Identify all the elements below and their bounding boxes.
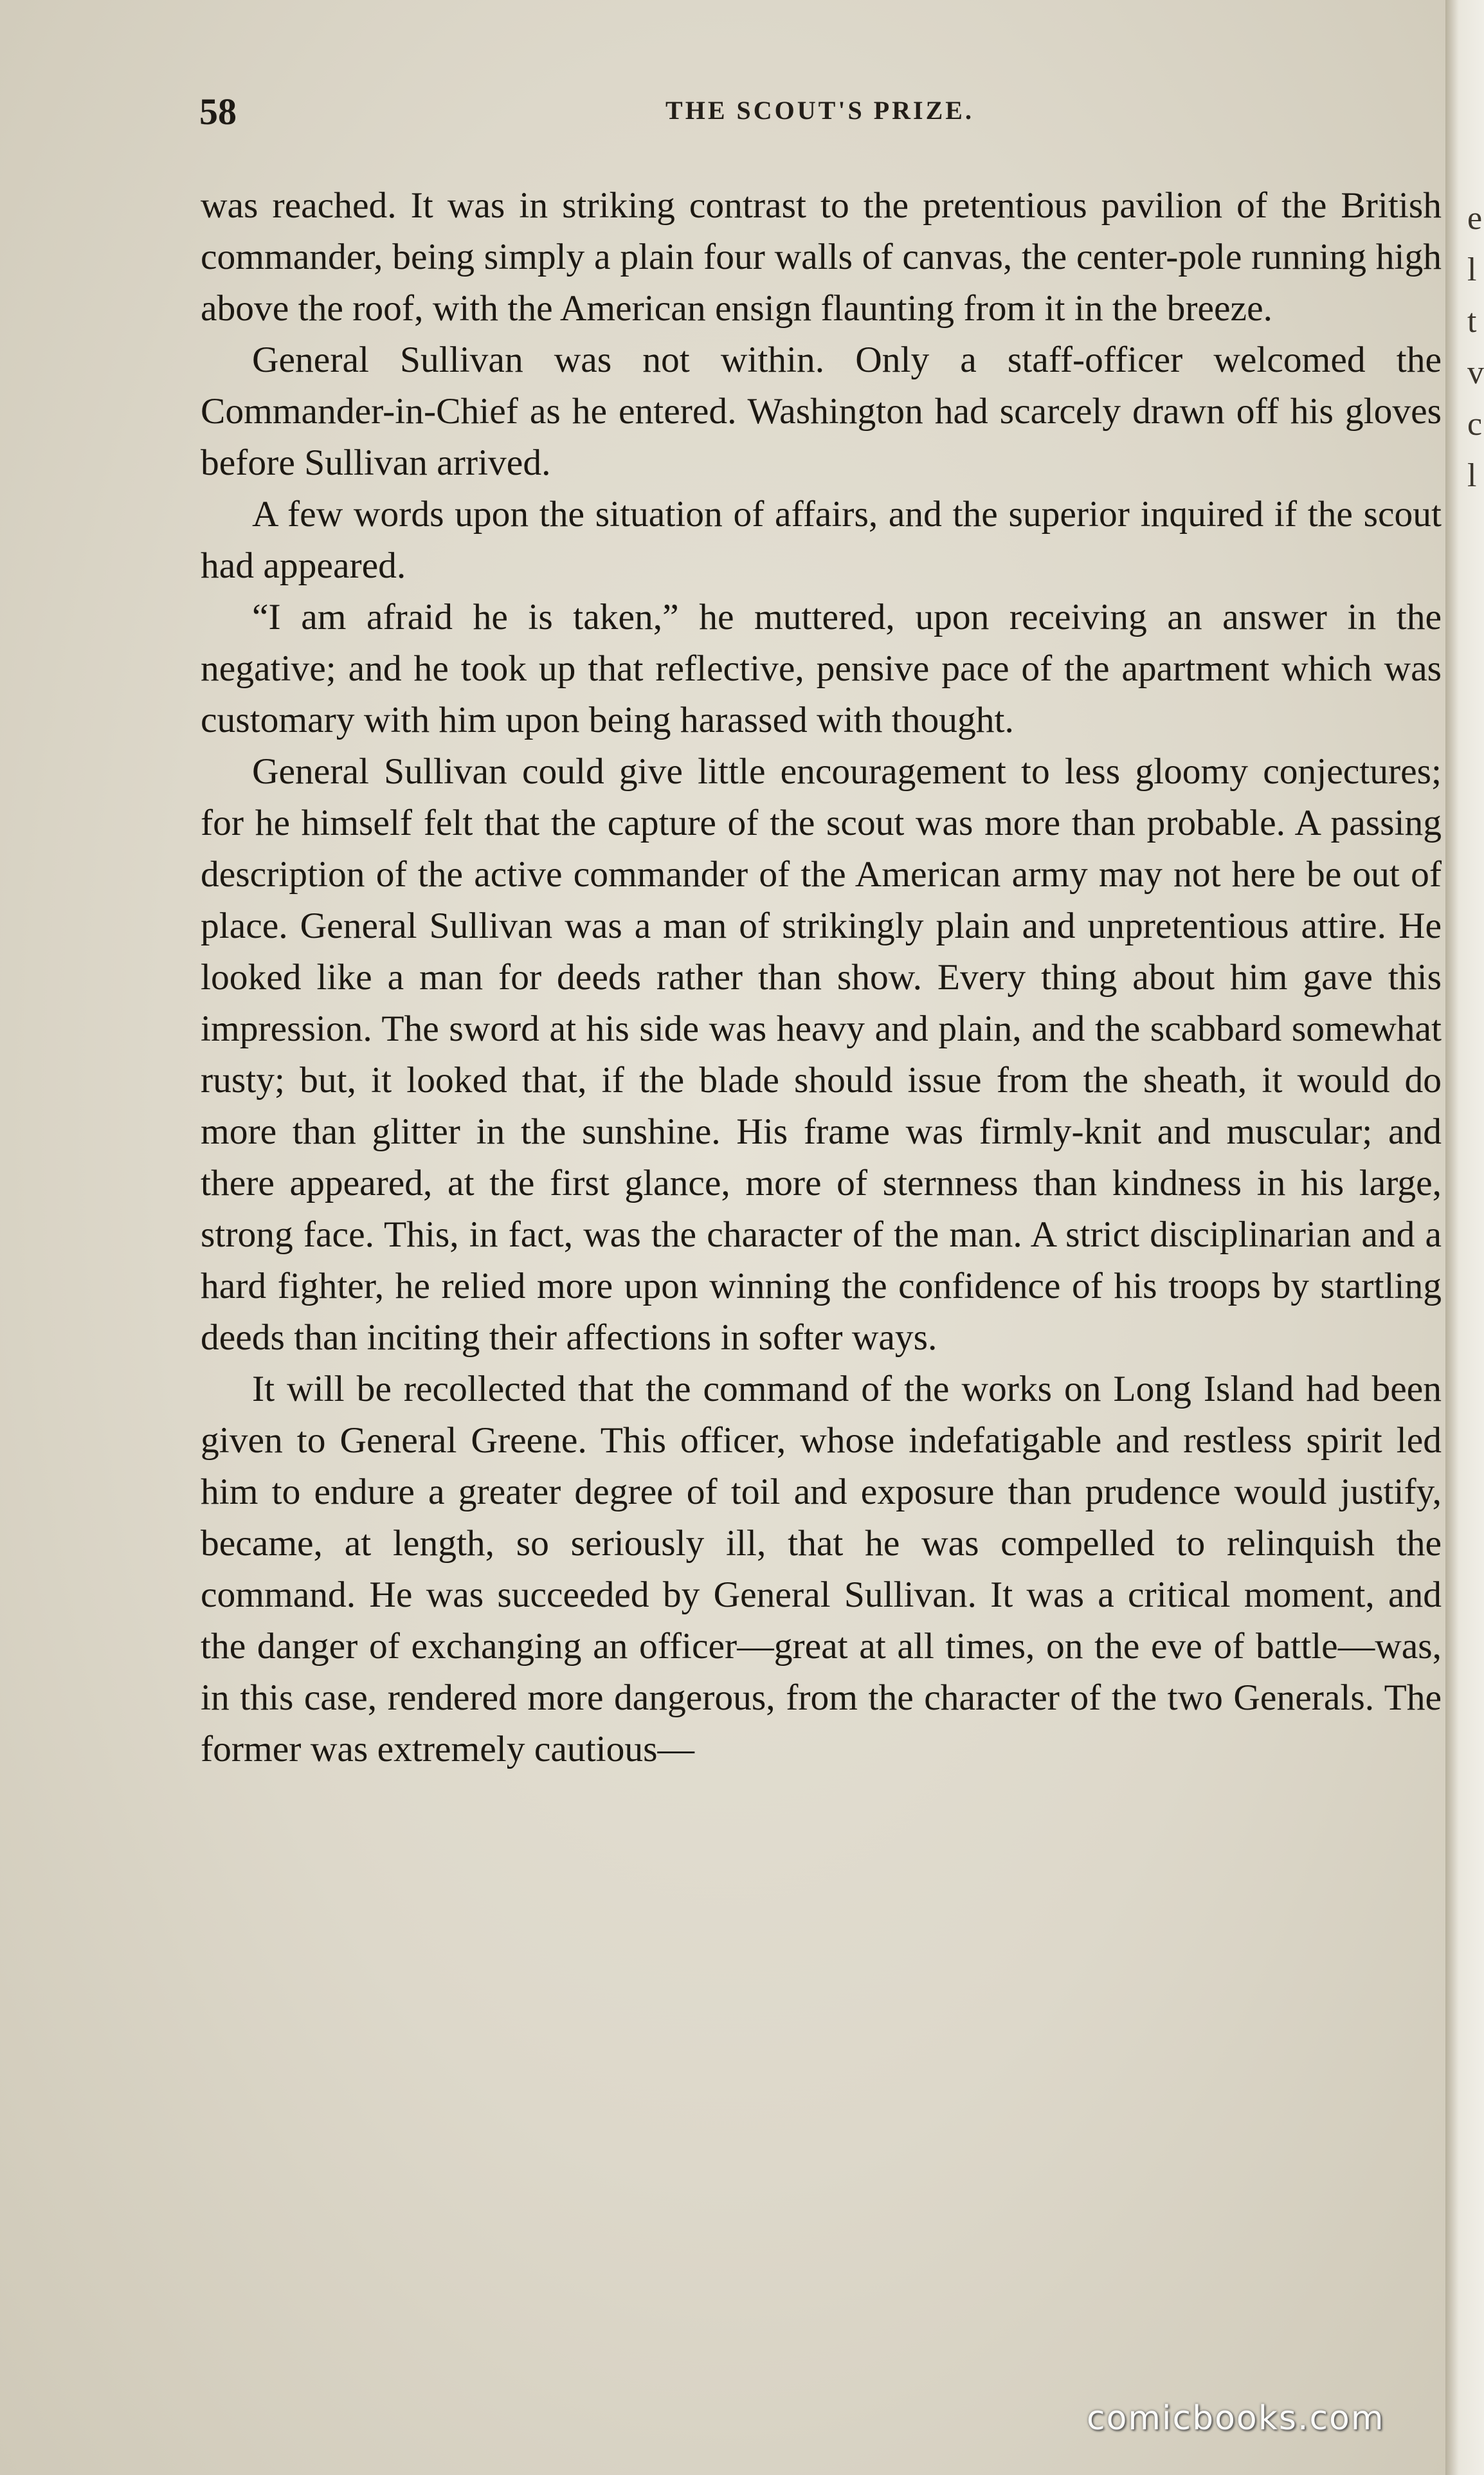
facing-page-letter: l (1467, 457, 1477, 494)
body-text (201, 180, 1442, 1775)
paragraph-6: It will be recollected that the command of the works on Long Island had been given to General Greene. This officer, whose indefatigable and restless spirit led him to endure a greater degree of toil and exposure than prudence would justify, became, at length, so seriously ill, that he was compelled to relinquish the command. He was succeeded by General Sullivan. It was a critical moment, and the danger of exchanging an officer—great at all times, on the eve of battle—was, in this case, rendered more dangerous, from the character of the two Generals. The former was extremely cautious— (201, 1369, 1442, 1769)
paragraph-5: General Sullivan could give little encouragement to less gloomy conjectures; for he himself felt that the capture of the scout was more than probable. A passing description of the active commander of the American army may not here be out of place. General Sullivan was a man of strikingly plain and unpretentious attire. He looked like a man for deeds rather than show. Every thing about him gave this impression. The sword at his side was heavy and plain, and the scabbard somewhat rusty; but, it looked that, if the blade should issue from the sheath, it would do more than glitter in the sunshine. His frame was firmly-knit and muscular; and there appeared, at the first glance, more of sternness than kindness in his large, strong face. This, in fact, was the character of the man. A strict disciplinarian and a hard fighter, he relied more upon winning the confidence of his troops by startling deeds than inciting their affections in softer ways. (201, 751, 1442, 1358)
running-title: THE SCOUT'S PRIZE. (665, 96, 974, 125)
page-number: 58 (199, 91, 237, 132)
facing-page-letter: c (1467, 406, 1483, 443)
facing-page-letter: v (1467, 354, 1484, 391)
running-head (199, 90, 1440, 135)
paragraph-1: was reached. It was in striking contrast to the pretentious pavilion of the British commander, being simply a plain four walls of canvas, the center-pole running high above the roof, with the American ensign flaunting from it in the breeze. (201, 185, 1442, 329)
paragraph-2: General Sullivan was not within. Only a staff-officer welcomed the Commander-in-Chief as he entered. Washington had scarcely drawn off his gloves before Sullivan arrived. (201, 340, 1442, 483)
watermark: comicbooks.com (1087, 2399, 1385, 2438)
paragraph-4: “I am afraid he is taken,” he muttered, upon receiving an answer in the negative; and he took up that reflective, pensive pace of the apartment which was customary with him upon being harassed with thought. (201, 597, 1442, 740)
facing-page-letter: l (1467, 251, 1477, 288)
paragraph-3: A few words upon the situation of affairs, and the superior inquired if the scout had appeared. (201, 494, 1442, 586)
facing-page-letter: t (1467, 303, 1477, 340)
facing-page-letter: e (1467, 200, 1483, 237)
facing-page-letters (1467, 193, 1484, 502)
